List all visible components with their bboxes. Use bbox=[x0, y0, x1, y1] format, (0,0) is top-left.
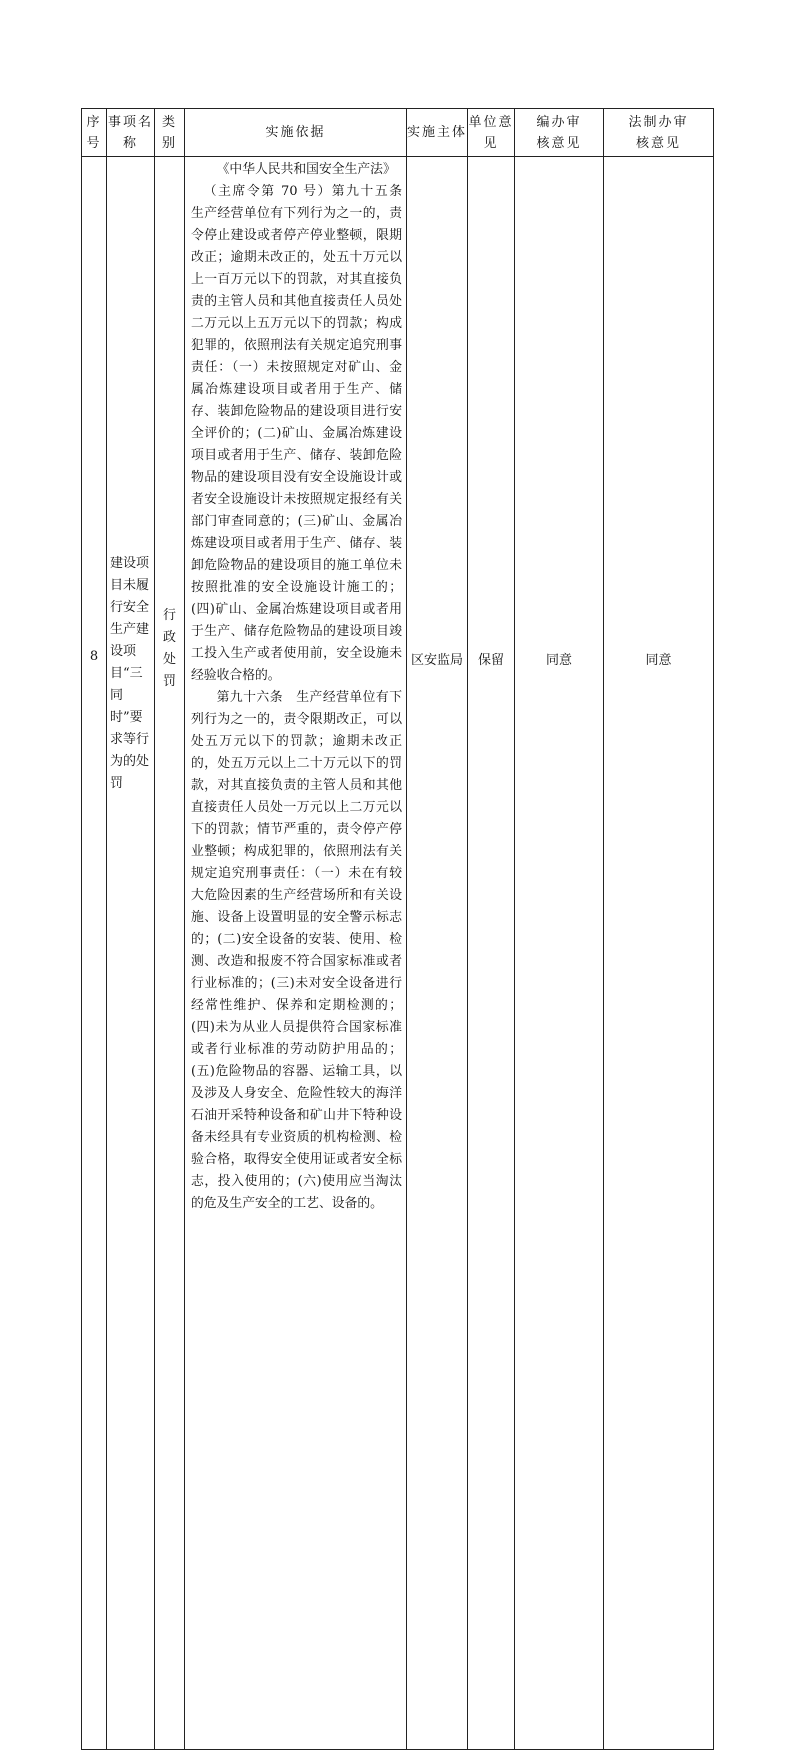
header-basis: 实施依据 bbox=[185, 109, 407, 157]
header-item-name: 事项名称 bbox=[107, 109, 155, 157]
row-seq: 8 bbox=[82, 157, 107, 1750]
row-unit-opinion: 保留 bbox=[468, 157, 515, 1750]
basis-article-95: （主席令第 70 号）第九十五条 生产经营单位有下列行为之一的，责令停止建设或者停产停业整顿，限期改正；逾期未改正的，处五十万元以上一百万元以下的罚款，对其直接负责的主管人员和其他直接责任人员处二万元以上五万元以下的罚款；构成犯罪的，依照刑法有关规定追究刑事责任：（一）未按照规定对矿山、金属冶炼建设项目或者用于生产、储存、装卸危险物品的建设项目进行安全评价的；(二)矿山、金属冶炼建设项目或者用于生产、储存、装卸危险物品的建设项目没有安全设施设计或者安全设施设计未按照规定报经有关部门审查同意的；(三)矿山、金属冶炼建设项目或者用于生产、储存、装卸危险物品的建设项目的施工单位未按照批准的安全设施设计施工的；(四)矿山、金属冶炼建设项目或者用于生产、储存危险物品的建设项目竣工投入生产或者使用前，安全设施未经验收合格的。 bbox=[191, 184, 415, 683]
row-basis bbox=[185, 157, 415, 1750]
row-item-name: 建设项目未履行安全生产建设项目“三同时”要求等行为的处罚 bbox=[107, 157, 155, 1750]
basis-article-96: 第九十六条 生产经营单位有下列行为之一的，责令限期改正，可以处五万元以下的罚款；逾期未改正的，处五万元以上二十万元以下的罚款，对其直接负责的主管人员和其他直接责任人员处一万元以上二万元以下的罚款；情节严重的，责令停产停业整顿；构成犯罪的，依照刑法有关规定追究刑事责任：（一）未在有较大危险因素的生产经营场所和有关设施、设备上设置明显的安全警示标志的；(二)安全设备的安装、使用、检测、改造和报废不符合国家标准或者行业标准的；(三)未对安全设备进行经常性维护、保养和定期检测的；(四)未为从业人员提供符合国家标准或者行业标准的劳动防护用品的；(五)危险物品的容器、运输工具，以及涉及人身安全、危险性较大的海洋石油开采特种设备和矿山井下特种设备未经具有专业资质的机构检测、检验合格，取得安全使用证或者安全标志，投入使用的；(六)使用应当淘汰的危及生产安全的工艺、设备的。 bbox=[191, 690, 402, 1211]
row-subject: 区安监局 bbox=[407, 157, 468, 1750]
header-row bbox=[82, 109, 714, 157]
row-editorial-opinion: 同意 bbox=[515, 157, 604, 1750]
approval-table bbox=[81, 108, 714, 1750]
basis-law-title: 《中华人民共和国安全生产法》 bbox=[216, 162, 396, 177]
table-row bbox=[82, 157, 714, 1750]
header-legal-opinion: 法制办审核意见 bbox=[604, 109, 714, 157]
header-editorial-opinion: 编办审核意见 bbox=[515, 109, 604, 157]
header-subject: 实施主体 bbox=[407, 109, 468, 157]
header-category: 类别 bbox=[155, 109, 185, 157]
row-legal-opinion: 同意 bbox=[604, 157, 714, 1750]
basis-text-block bbox=[185, 157, 415, 1211]
row-category: 行政处罚 bbox=[155, 157, 185, 1750]
header-seq: 序号 bbox=[82, 109, 107, 157]
header-unit-opinion: 单位意见 bbox=[468, 109, 515, 157]
